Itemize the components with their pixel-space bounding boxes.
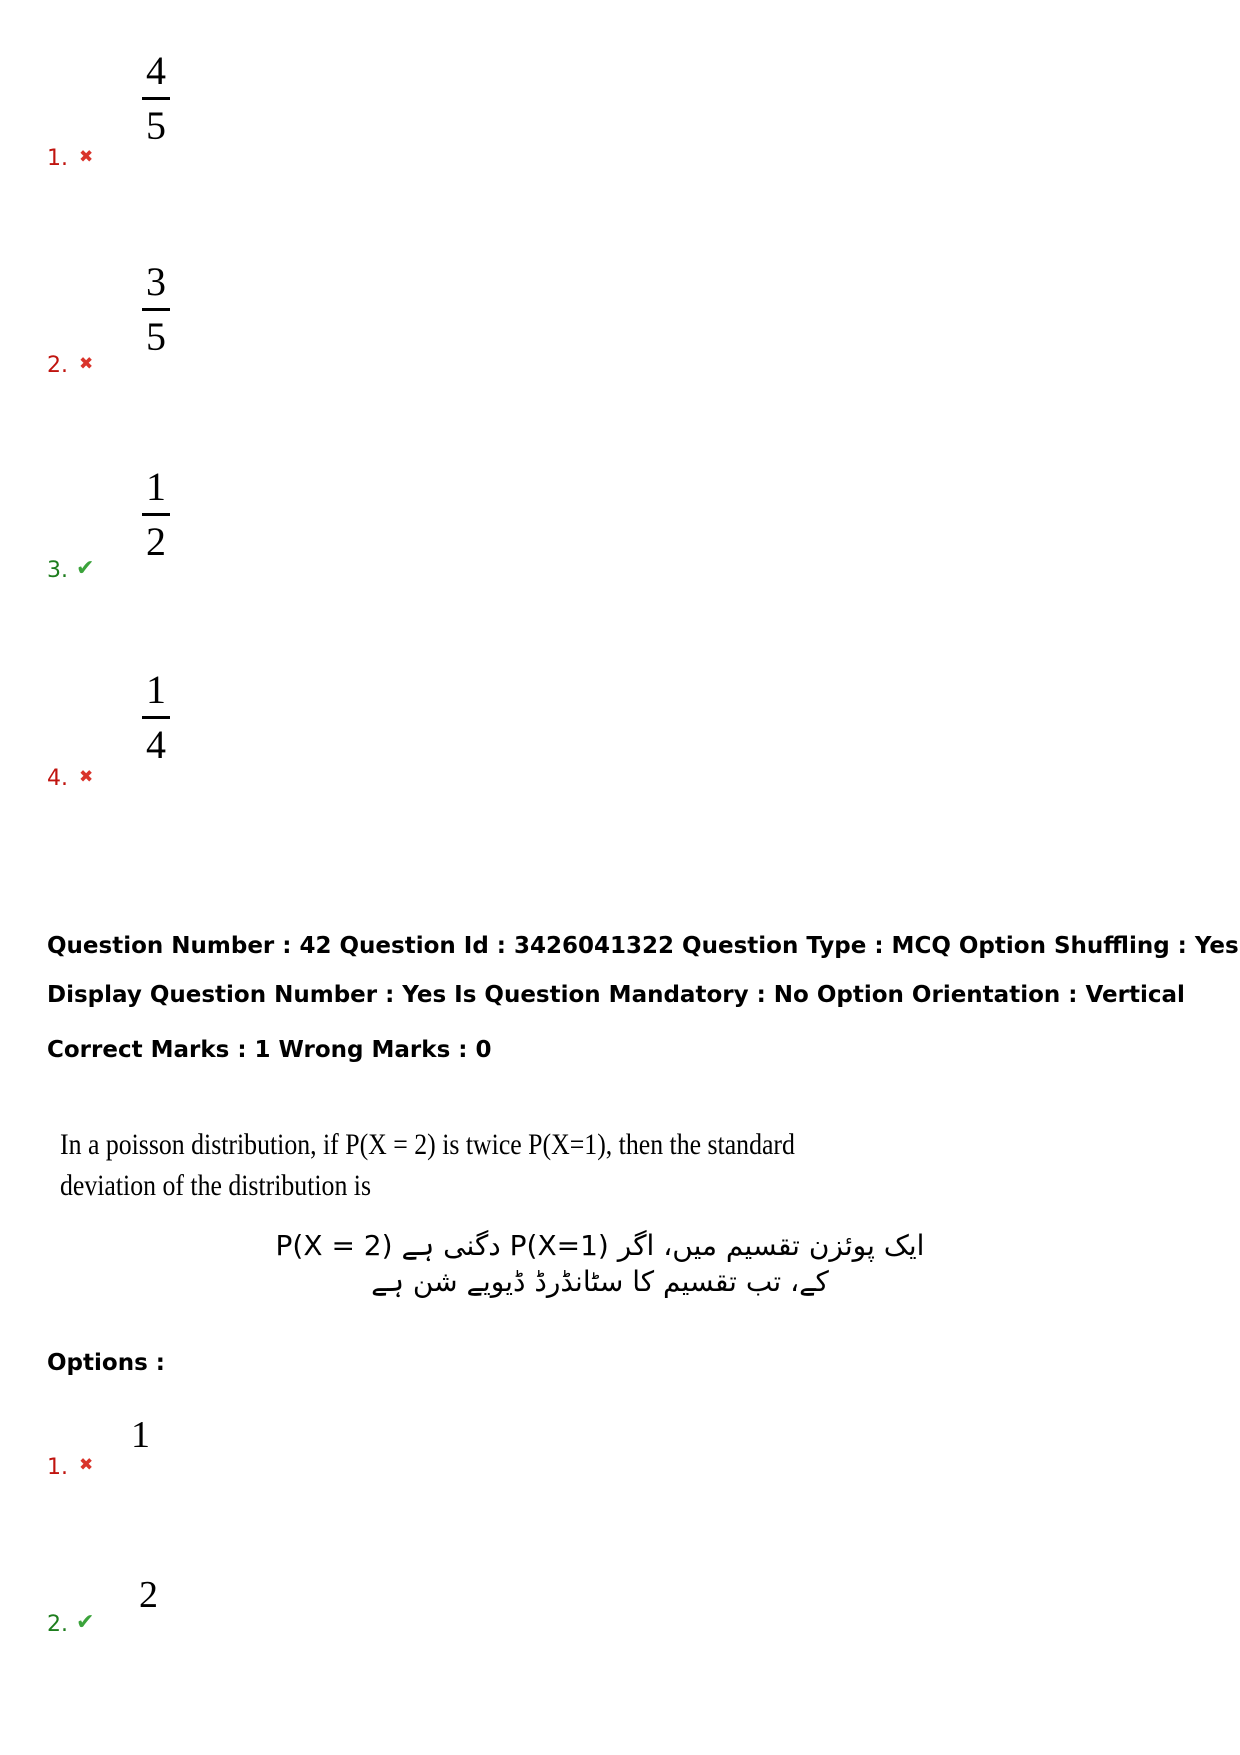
prev-option-2 [47,256,647,396]
numerator: 4 [146,48,166,93]
option-number: 3. [47,558,68,583]
numerator: 1 [146,667,166,712]
option-number: 4. [47,766,68,791]
numerator: 1 [146,464,166,509]
denominator: 2 [146,519,166,564]
check-icon: ✔ [76,556,95,581]
cross-icon: ✖ [79,767,94,787]
prev-option-3 [47,461,647,601]
cross-icon: ✖ [79,354,94,374]
question-meta-line-1: Question Number : 42 Question Id : 3426041322 Question Type : MCQ Option Shuffling : Yes [47,933,1239,959]
denominator: 5 [146,103,166,148]
option-2 [47,1570,647,1710]
cross-icon: ✖ [79,147,94,167]
option-number: 1. [47,1455,68,1480]
prev-option-4 [47,664,647,804]
fraction [142,667,170,767]
numerator: 3 [146,259,166,304]
question-meta-line-2: Display Question Number : Yes Is Question Mandatory : No Option Orientation : Vertical [47,982,1185,1008]
cross-icon: ✖ [79,1455,94,1475]
fraction [142,464,170,564]
check-icon: ✔ [76,1610,95,1635]
option-1 [47,1410,647,1550]
fraction [142,48,170,148]
option-number: 2. [47,353,68,378]
option-value: 2 [139,1574,158,1616]
option-number: 2. [47,1612,68,1637]
denominator: 5 [146,314,166,359]
question-text-english: In a poisson distribution, if P(X = 2) is twice P(X=1), then the standard deviation of the distribution is [60,1128,795,1202]
option-number: 1. [47,146,68,171]
prev-option-1 [47,45,647,185]
fraction [142,259,170,359]
question-text-urdu: ایک پوئزن تقسیم میں، اگر P(X=1) دگنی ہے P(X = 2) کے، تب تقسیم کا سٹانڈرڈ ڈیویے شن ہے [275,1229,925,1299]
options-heading: Options : [47,1350,165,1376]
question-marks: Correct Marks : 1 Wrong Marks : 0 [47,1037,492,1063]
option-value: 1 [131,1414,150,1456]
denominator: 4 [146,722,166,767]
